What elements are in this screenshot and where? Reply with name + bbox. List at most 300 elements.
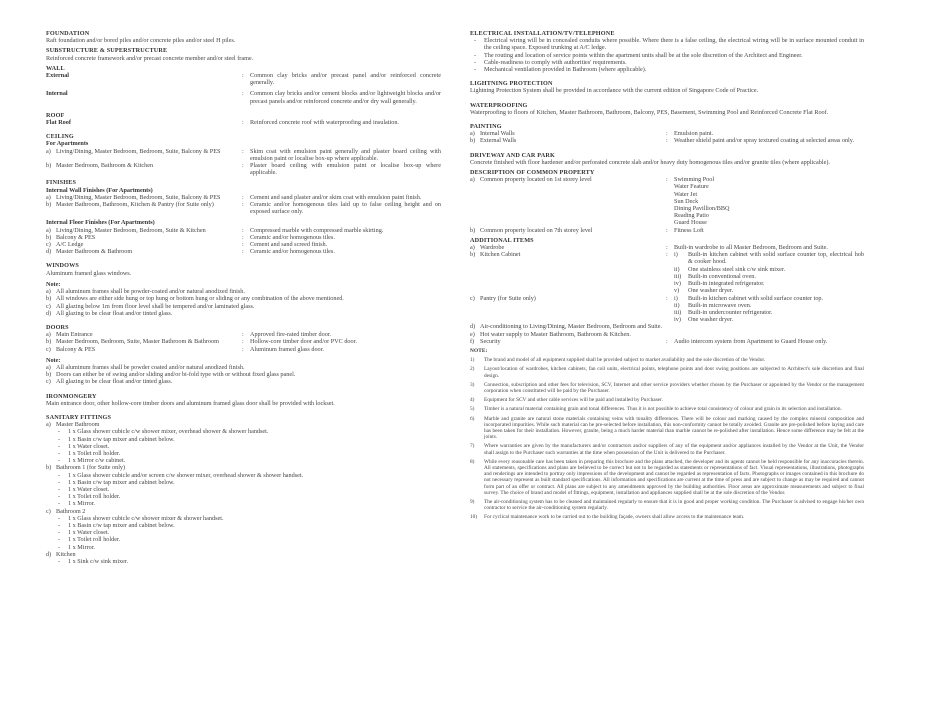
text: Built-in kitchen cabinet with solid surface counter top. [688,294,824,302]
text: Built-in kitchen cabinet with solid surface counter top, electrical hob & cooker hood. [688,251,864,266]
text: Mechanical ventilation provided in Bathroom (where applicable). [484,66,647,74]
text: d) [46,309,52,317]
spec-row [46,234,242,241]
text: Common property located on 1st storey level [480,176,592,184]
colon-separator: : [242,248,244,256]
text: f) [470,337,475,345]
text: 1) [470,357,475,364]
spec-row [46,443,441,450]
note-item [470,397,864,403]
wall-external-label: External [46,72,70,80]
foundation-text: Raft foundation and/or bored piles and/or concrete piles and/or steel H piles. [46,37,236,45]
text: A/C Ledge [56,241,84,249]
spec-row [674,295,864,324]
text: Lightning Protection System shall be provided in accordance with the current edition of Singapore Code of Practice. [470,87,759,95]
text: Audio intercom system from Apartment to Guard House only. [674,337,828,345]
text: Pantry (for Suite only) [480,294,536,302]
text: 1 x Water closet. [68,442,110,450]
colon-separator: : [242,72,244,80]
spec-row [46,346,242,353]
spec-row [674,316,864,323]
text: e) [470,330,475,338]
text: b) [46,162,52,170]
wall-heading: WALL [46,64,65,72]
text: Cement and sand plaster and/or skim coat with emulsion paint finish. [250,193,422,201]
text: a) [46,226,51,234]
roof-flat-row [46,119,441,126]
ironmongery-section [46,393,441,407]
ceiling-a-value: Skim coat with emulsion paint generally and plaster board ceiling with emulsion paint or localise box-up where applicable. [250,147,441,162]
text: External Walls [480,137,517,145]
text: Equipment for SCV and other cable services will be paid and installed by Purchaser. [484,397,663,404]
text: a) [470,176,475,184]
text: The routing and location of service points within the apartment units shall be at the sole discretion of the Architect and Engineer. [484,51,803,59]
text: 1 x Glass shower cubicle c/w shower mixer & shower handset. [68,514,224,522]
substructure-heading: SUBSTRUCTURE & SUPERSTRUCTURE [46,47,168,55]
ironmongery-heading: IRONMONGERY [46,392,97,400]
text: Connection, subscription and other fees for television, SCV, Internet and other service providers whether chosen by the Purchaser or appointed by the Vendor or the management corporation when constituted will be paid by the Purchaser. [484,381,864,394]
ironmongery-text: Main entrance door, other hollow-core timber doors and aluminum framed glass door shall be provided with lockset. [46,399,335,407]
spec-row [46,551,441,558]
note-item [470,416,864,441]
text: - [58,478,61,486]
spec-row [46,346,441,353]
sanitary-a-label: Master Bathroom [56,421,100,429]
spec-row [46,241,242,248]
text: b) [46,464,52,472]
ceiling-heading: CEILING [46,133,74,141]
text: iii) [674,308,682,316]
wall-finish-row-a [46,194,441,201]
spec-row [470,251,666,294]
spec-row [46,558,441,565]
driveway-heading: DRIVEWAY AND CAR PARK [470,151,555,159]
text: Built-in integrated refrigerator. [688,280,765,288]
text: c) [46,302,51,310]
spec-row [674,287,864,294]
text: - [474,66,477,74]
text: 1 x Mirror. [68,543,95,551]
substructure-section [46,47,441,61]
text: a) [46,288,51,296]
colon-separator: : [242,119,244,127]
spec-row [674,309,864,316]
wall-external-row [46,72,441,86]
text: c) [46,378,51,386]
text: b) [470,137,476,145]
text: ii) [674,301,680,309]
spec-row [46,162,242,176]
additional-items-heading: ADDITIONAL ITEMS [470,236,534,244]
text: Doors can either be of swing and/or sliding and/or bi-fold type with or without fixed glass panel. [56,371,296,379]
notes-heading: NOTE: [470,347,488,354]
spec-row [470,130,864,137]
floor-finishes-subheading: Internal Floor Finishes (For Apartments) [46,219,155,227]
ceiling-section [46,133,441,176]
spec-row [46,515,441,522]
spec-row [46,194,242,201]
text: - [58,558,61,565]
lightning-heading: LIGHTNING PROTECTION [470,80,553,88]
colon-separator: : [242,226,244,234]
spec-row [46,436,441,443]
text: Security [480,337,501,345]
spec-row [46,464,441,471]
text: ii) [674,265,680,273]
spec-row [470,176,666,226]
colon-separator: : [666,176,668,184]
doors-note-heading: Note: [46,356,61,364]
painting-heading: PAINTING [470,123,502,131]
spec-row [470,338,864,345]
text: i) [674,251,678,259]
wall-finishes-subheading: Internal Wall Finishes (For Apartments) [46,186,153,194]
windows-heading: WINDOWS [46,262,80,270]
text: c) [46,345,51,353]
text: Electrical wiring will be in concealed conduits where possible. Where there is a false ceiling, the electrical wiring will be in surface mounted conduit in the ceiling space. Exposed trunking at A/C ledge. [484,37,864,52]
doors-heading: DOORS [46,323,69,331]
spec-row [674,295,864,302]
spec-row [470,244,864,251]
spec-row [46,331,242,338]
spec-row [46,364,441,371]
text: b) [470,226,476,234]
spec-row [470,295,666,324]
spec-row [674,176,864,226]
text: Weather shield paint and/or spray textured coating at selected areas only. [674,137,855,145]
sanitary-b-label: Bathroom 1 (for Suite only) [56,464,126,472]
spec-row [46,331,441,338]
colon-separator: : [242,90,244,98]
floor-finish-row-b [46,234,441,241]
text: Balcony & PES [56,345,96,353]
text: 7) [470,443,475,450]
colon-separator: : [666,244,668,252]
text: Kitchen Cabinet [480,251,521,259]
text: v) [674,287,680,295]
common-property-heading: DESCRIPTION OF COMMON PROPERTY [470,169,595,177]
text: The air-conditioning system has to be cleaned and maintained regularly to ensure that it is in good and proper working condition. The Purchaser is advised to engage his/her own contractor to service the air-conditioning system regularly. [484,498,864,512]
colon-separator: : [242,201,244,209]
text: Master Bedroom, Bedroom, Suite, Master Bathroom & Bathroom [56,338,219,346]
text: Waterproofing to floors of Kitchen, Master Bathroom, Bathroom, Balcony, PES, Basement, Swimming Pool and Reinforced Concrete Flat Roof. [470,108,829,116]
waterproofing-heading: WATERPROOFING [470,101,528,109]
text: Fitness Loft [674,226,704,234]
text: All glazing below 1m from floor level shall be tempered and/or laminated glass. [56,302,255,310]
electrical-section [470,30,864,73]
colon-separator: : [242,338,244,346]
text: - [58,485,61,493]
spec-row [46,303,441,310]
text: - [58,457,61,465]
wall-finish-row-b [46,201,441,215]
spec-row [46,371,441,378]
colon-separator: : [242,147,244,155]
text: 1 x Glass shower cubicle c/w shower mixer, overhead shower & shower handset. [68,428,269,436]
spec-row [46,288,441,295]
notes-section [470,348,864,521]
substructure-text: Reinforced concrete framework and/or precast concrete member and/or steel frame. [46,54,254,62]
colon-separator: : [242,233,244,241]
foundation-section [46,30,441,44]
roof-section [46,112,441,126]
spec-row [470,37,864,51]
text: One washer dryer. [688,316,734,324]
text: 1 x Basin c/w tap mixer and cabinet below. [68,521,175,529]
wall-section [46,65,441,105]
text: a) [46,331,51,339]
spec-row [46,201,242,215]
spec-row [470,137,864,144]
roof-flat-label: Flat Roof [46,119,71,127]
text: Built-in undercounter refrigerator. [688,308,773,316]
spec-row [46,486,441,493]
text: 1 x Sink c/w sink mixer. [68,558,129,565]
electrical-heading: ELECTRICAL INSTALLATION/TV/TELEPHONE [470,30,615,37]
text: Internal Walls [480,130,515,138]
text: 1 x Basin c/w tap mixer and cabinet below. [68,435,175,443]
text: Sun Deck [674,197,699,205]
spec-row [46,295,441,302]
text: - [58,514,61,522]
text: Timber is a natural material containing grain and tonal differences. Thus it is not possible to achieve total consistency of colour and grain in its selection and installation. [484,406,842,413]
text: iii) [674,272,682,280]
wall-internal-row [46,90,441,104]
spec-row [46,450,441,457]
ceiling-subheading: For Apartments [46,140,89,148]
colon-separator: : [666,251,668,259]
text: a) [46,363,51,371]
colon-separator: : [242,241,244,249]
note-item [470,366,864,378]
wall-internal-value: Common clay bricks and/or cement blocks and/or lightweight blocks and/or precast panels and/or reinforced concrete and/or dry wall generally. [250,90,441,105]
text: Living/Dining, Master Bedroom, Bedroom, Suite & Kitchen [56,226,206,234]
text: Wardrobe [480,244,505,252]
text: 10) [470,514,478,521]
text: Master Bathroom & Bathroom [56,248,133,256]
spec-row [46,227,242,234]
text: Built-in conventional oven. [688,272,756,280]
note-item [470,499,864,511]
text: - [474,37,477,45]
text: iv) [674,316,681,324]
text: b) [46,338,52,346]
spec-row [46,338,441,345]
text: Air-conditioning to Living/Dining, Master Bedroom, Bedroom and Suite. [480,323,663,331]
spec-row [470,323,864,330]
text: - [58,428,61,436]
text: 5) [470,406,475,413]
text: Emulsion paint. [674,130,714,138]
floor-finish-row-a [46,227,441,234]
text: All aluminum frames shall be powder-coated and/or natural anodized finish. [56,288,245,296]
spec-row [470,227,666,234]
colon-separator: : [242,331,244,339]
text: 1 x Mirror c/w cabinet. [68,457,126,465]
spec-row [46,338,242,345]
text: Compressed marble with compressed marble skirting. [250,226,384,234]
text: - [58,529,61,537]
colon-separator: : [666,130,668,138]
text: Concrete finished with floor hardener and/or perforated concrete slab and/or heavy duty homogenous tiles and/or granite tiles (where applicable). [470,158,830,166]
text: c) [46,507,51,515]
text: 8) [470,458,475,465]
spec-row [674,273,864,280]
doors-section [46,324,441,386]
text: - [58,435,61,443]
text: All glazing to be clear float and/or tinted glass. [56,378,173,386]
text: iv) [674,280,681,288]
text: One washer dryer. [688,287,734,295]
foundation-heading: FOUNDATION [46,30,90,37]
text: d) [46,550,52,558]
text: a) [46,147,51,155]
spec-row [470,52,864,59]
windows-text: Aluminum framed glass windows. [46,269,132,277]
spec-row [46,493,441,500]
ceiling-row-b [46,162,441,176]
spec-row [46,421,441,428]
text: 4) [470,397,475,404]
text: Dining Pavillion/BBQ [674,205,730,213]
note-item [470,514,864,520]
spec-row [46,457,441,464]
text: - [474,58,477,66]
colon-separator: : [666,337,668,345]
text: d) [46,248,52,256]
text: Reading Patio [674,212,709,220]
spec-row [674,280,864,287]
spec-row [46,428,441,435]
text: Layout/location of wardrobes, kitchen cabinets, fan coil units, electrical points, telephone points and door swing positions are subjected to Architect's sole discretion and final design. [484,366,864,379]
spec-row [674,251,864,265]
spec-row [46,310,441,317]
text: 1 x Glass shower cubicle and/or screen c/w shower mixer, overhead shower & shower handset. [68,471,304,479]
text: a) [470,244,475,252]
note-item [470,357,864,363]
spec-row [470,130,666,137]
spec-row [46,544,441,551]
text: b) [46,233,52,241]
text: Swimming Pool [674,176,715,184]
ceiling-a-label: Living/Dining, Master Bedroom, Bedroom, Suite, Balcony & PES [56,147,221,155]
left-column [46,30,441,568]
text: Main Entrance [56,331,93,339]
text: - [58,442,61,450]
ceiling-row-a [46,148,441,162]
spec-row [470,66,864,73]
roof-heading: ROOF [46,111,65,119]
spec-row [46,522,441,529]
spec-row [470,59,864,66]
text: Master Bathroom, Bathroom, Kitchen & Pantry (for Suite only) [56,201,214,209]
text: 3) [470,381,475,388]
text: c) [470,294,475,302]
text: Built-in wardrobe to all Master Bedroom, Bedroom and Suite. [674,244,828,252]
text: While every reasonable care has been taken in preparing this brochure and the plans attached, the developer and its agents cannot be held responsible for any inaccuracies therein. All statements, specifications and plans are believed to be correct but not to be regarded as statements or representations of fact. Visual representations, illustrations, photographs and renderings are intended to portray only impressions of the development and cannot be regarded as representation of facts. Photographs or images contained in this brochure do not necessary represent as built standard specifications. All information and specifications are current at the time of press and are subject to change as may be required and cannot form part of an offer or contract. All plans are subject to any amendments approved by the building authorities. Floor areas are approximate measurements and subject to final survey. The choice of brand and model of fittings, equipment, installation and appliances supplied shall be at the sole discretion of the Vendor. [484,458,864,496]
spec-row [674,302,864,309]
text: - [58,449,61,457]
text: Aluminum framed glass door. [250,345,324,353]
text: The brand and model of all equipment supplied shall be provided subject to market availability and the sole discretion of the Vendor. [484,357,766,364]
text: Living/Dining, Master Bedroom, Bedroom, Suite, Balcony & PES [56,193,221,201]
spec-row [470,331,864,338]
text: Ceramic and/or homogenous tiles. [250,233,335,241]
text: - [58,536,61,544]
text: 2) [470,366,475,373]
text: 1 x Water closet. [68,529,110,537]
spec-row [470,251,864,294]
sanitary-section [46,414,441,565]
colon-separator: : [666,226,668,234]
windows-section [46,262,441,316]
text: d) [470,323,476,331]
colon-separator: : [666,294,668,302]
text: Cement and sand screed finish. [250,241,328,249]
spec-row [470,227,864,234]
text: a) [46,193,51,201]
spec-row [470,244,666,251]
waterproofing-section [470,102,864,116]
sanitary-d-label: Kitchen [56,550,76,558]
spec-row [470,176,864,226]
roof-flat-value: Reinforced concrete roof with waterproofing and insulation. [250,119,399,127]
text: i) [674,294,678,302]
text: 9) [470,498,475,505]
text: 1 x Toilet roll holder. [68,536,121,544]
text: For cyclical maintenance work to be carried out to the building façade, owners shall allow access to the maintenance team. [484,514,745,521]
note-item [470,459,864,496]
text: Approved fire-rated timber door. [250,331,332,339]
spec-row [46,500,441,507]
text: a) [46,421,51,429]
text: All glazing to be clear float and/or tinted glass. [56,309,173,317]
text: - [58,471,61,479]
text: b) [470,251,476,259]
text: Cable-readiness to comply with authorities' requirements. [484,58,627,66]
floor-finish-row-c [46,241,441,248]
ceiling-b-value: Plaster board ceiling with emulsion paint or localise box-up where applicable. [250,162,441,177]
colon-separator: : [666,137,668,145]
painting-section [470,123,864,145]
common-property-section [470,169,864,234]
spec-row [674,266,864,273]
driveway-section [470,152,864,166]
spec-row [470,295,864,324]
note-item [470,406,864,412]
windows-note-heading: Note: [46,280,61,288]
text: b) [46,371,52,379]
text: Where warranties are given by the manufacturers and/or contractors and/or suppliers of any of the equipment and/or appliances installed by the Vendor at the Unit, the Vendor shall assign to the Purchaser such warranties at the time when possession of the Unit is delivered to the Purchaser. [484,443,864,456]
lightning-section [470,80,864,94]
text: Guard House [674,219,707,227]
text: Water Jet [674,190,698,198]
text: All windows are either side hung or top hung or bottom hung or sliding or any combination of the above mentioned. [56,295,344,303]
note-item [470,443,864,455]
colon-separator: : [242,193,244,201]
spec-row [46,148,242,162]
text: Ceramic and/or homogenous tiles laid up to false ceiling height and on exposed surface only. [250,201,441,216]
finishes-section [46,179,441,255]
note-item [470,382,864,394]
wall-internal-label: Internal [46,90,68,98]
text: 1 x Toilet roll holder. [68,493,121,501]
spec-row [46,248,242,255]
right-column [470,30,864,524]
spec-row [46,536,441,543]
text: b) [46,295,52,303]
spec-row [46,508,441,515]
